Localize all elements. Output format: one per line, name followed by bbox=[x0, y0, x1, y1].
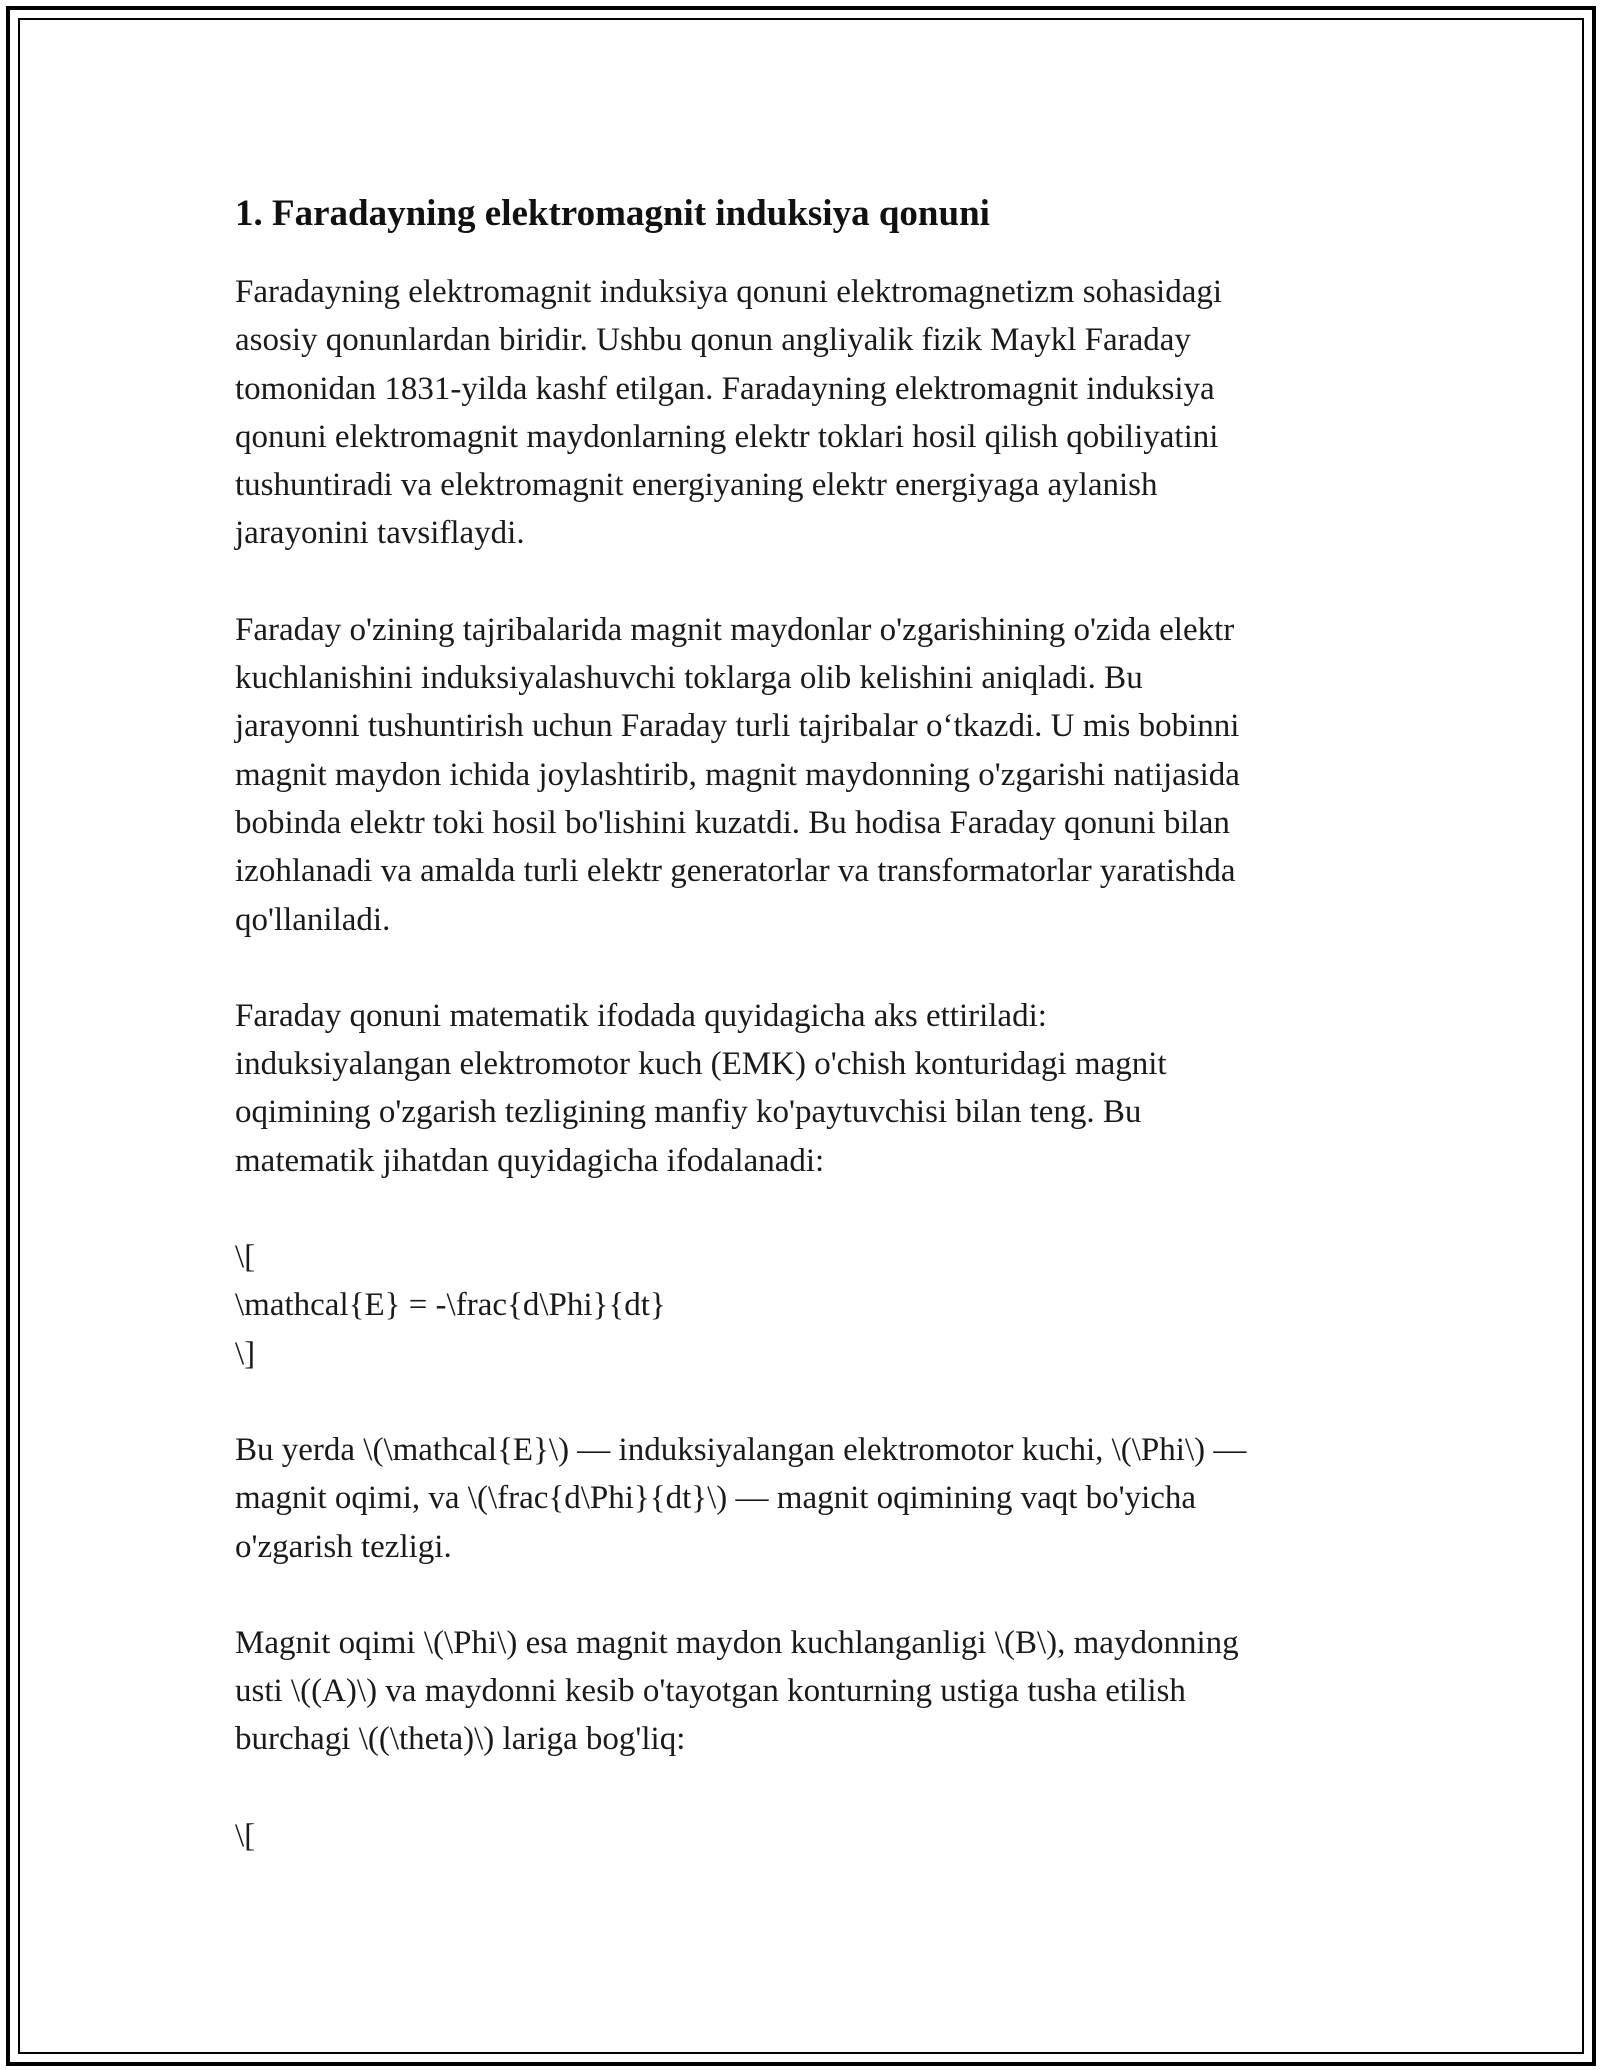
paragraph-definitions: Bu yerda \(\mathcal{E}\) — induksiyalangan elektromotor kuchi, \(\Phi\) — magnit oqimi, va \(\frac{d\Phi}{dt}\) — magnit oqimining vaqt bo'yicha o'zgarish tezligi. bbox=[235, 1431, 1247, 1565]
paragraph-math-statement: Faraday qonuni matematik ifodada quyidagicha aks ettiriladi: induksiyalangan elektromotor kuch (EMK) o'chish konturidagi magnit oqimining o'zgarish tezligining manfiy ko'paytuvchisi bilan teng. Bu matematik jihatdan quyidagicha ifodalanadi: bbox=[235, 997, 1167, 1179]
paragraph-experiments: Faraday o'zining tajribalarida magnit maydonlar o'zgarishining o'zida elektr kuchlanishini induksiyalashuvchi toklarga olib kelishini aniqladi. Bu jarayonni tushuntirish uchun Faraday turli tajribalar o‘tkazdi. U mis bobinni magnit maydon ichida joylashtirib, magnit maydonning o'zgarishi natijasida bobinda elektr toki hosil bo'lishini kuzatdi. Bu hodisa Faraday qonuni bilan izohlanadi va amalda turli elektr generatorlar va transformatorlar yaratishda qo'llaniladi. bbox=[235, 611, 1240, 938]
document-body bbox=[235, 188, 1375, 1860]
paragraph-magnetic-flux: Magnit oqimi \(\Phi\) esa magnit maydon kuchlanganligi \(B\), maydonning usti \((A)\) va maydonni kesib o'tayotgan konturning ustiga tusha etilish burchagi \((\theta)\) lariga bog'liq: bbox=[235, 1624, 1239, 1758]
paragraph-intro: Faradayning elektromagnit induksiya qonuni elektromagnetizm sohasidagi asosiy qonunlardan biridir. Ushbu qonun angliyalik fizik Maykl Faraday tomonidan 1831-yilda kashf etilgan. Faradayning elektromagnit induksiya qonuni elektromagnit maydonlarning elektr toklari hosil qilish qobiliyatini tushuntiradi va elektromagnit energiyaning elektr energiyaga aylanish jarayonini tavsiflaydi. bbox=[235, 274, 1223, 552]
formula-flux-start: \[ bbox=[235, 1817, 256, 1854]
section-heading: 1. Faradayning elektromagnit induksiya qonuni bbox=[235, 193, 990, 234]
formula-emf: \[ \mathcal{E} = -\frac{d\Phi}{dt} \] bbox=[235, 1239, 666, 1372]
